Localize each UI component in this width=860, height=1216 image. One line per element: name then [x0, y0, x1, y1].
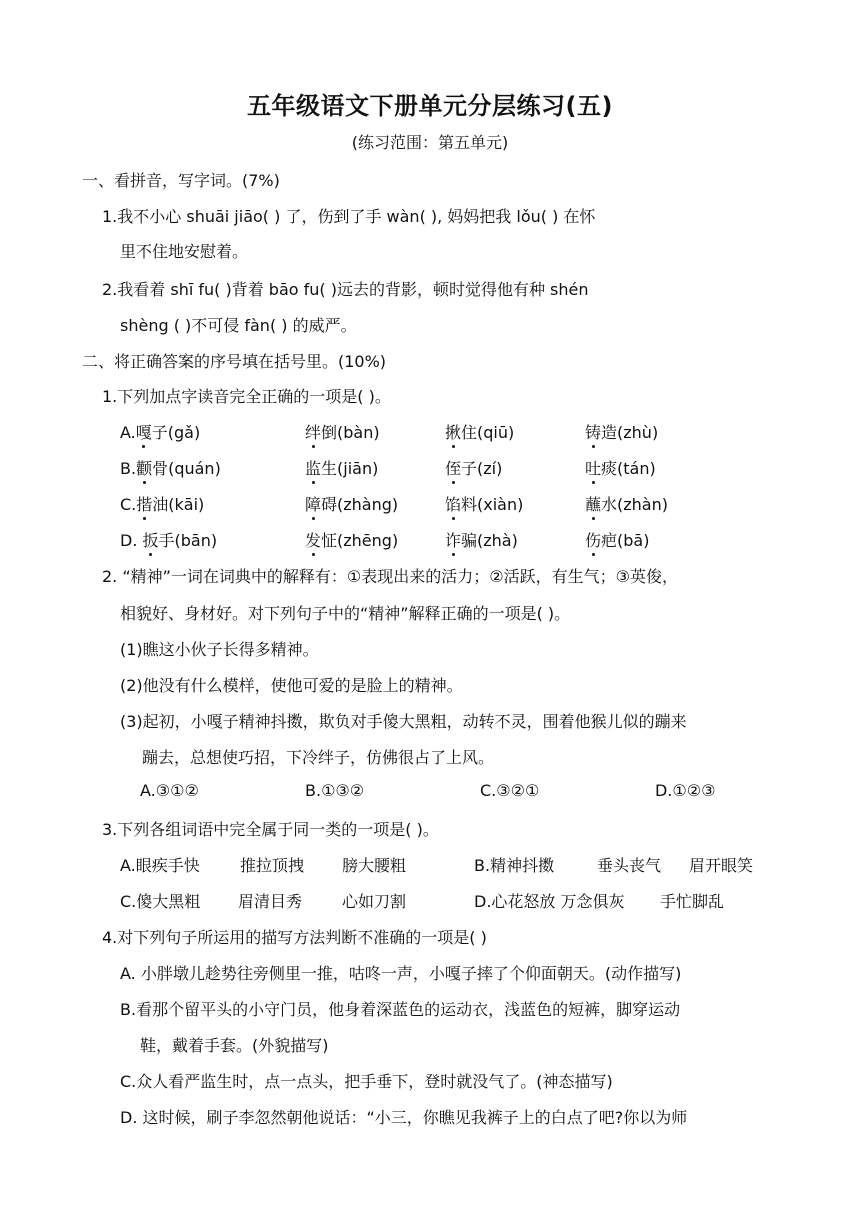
pinyin-reading: 痰(tán)	[601, 459, 656, 478]
dotted-character: 蘸	[585, 492, 601, 515]
s2-q3-r2-c2: 眉清目秀	[238, 892, 303, 911]
pinyin-reading: 生(jiān)	[321, 459, 379, 478]
dotted-character: 吐	[585, 456, 601, 479]
q1-option-label: C.	[120, 495, 137, 514]
s1-q2-line2: shèng ( )不可侵 fàn( ) 的威严。	[120, 316, 357, 335]
section2-heading: 二、将正确答案的序号填在括号里。(10%)	[82, 352, 387, 371]
dotted-character: 馅	[445, 492, 461, 515]
s2-q4-option-d: D. 这时候，刷子李忽然朝他说话：“小三，你瞧见我裤子上的白点了吧?你以为师	[120, 1108, 688, 1127]
q1-option-b-item-1	[120, 456, 221, 479]
q1-option-a-item-1	[120, 420, 200, 443]
s2-q3-r2-c5: 手忙脚乱	[660, 892, 725, 911]
dotted-character: 揪	[445, 420, 461, 443]
q1-option-label: D.	[120, 531, 143, 550]
s1-q1-line1: 1.我不小心 shuāi jiāo( ) 了，伤到了手 wàn( ), 妈妈把我 lǒu( ) 在怀	[102, 207, 596, 226]
s2-q3-r2-c1: C.傻大黑粗	[120, 892, 201, 911]
dotted-character: 伤	[585, 528, 601, 551]
pinyin-reading: 倒(bàn)	[321, 423, 380, 442]
s2-q4-option-a: A. 小胖墩儿趁势往旁侧里一推，咕咚一声，小嘎子摔了个仰面朝天。(动作描写)	[120, 964, 682, 983]
dotted-character: 绊	[305, 420, 321, 443]
s2-q3-r2-c4: D.心花怒放 万念俱灰	[474, 892, 625, 911]
section1-heading: 一、看拼音，写字词。(7%)	[82, 171, 280, 190]
q1-option-d-item-2	[305, 528, 398, 551]
s2-q3-stem: 3.下列各组词语中完全属于同一类的一项是( )。	[102, 820, 439, 839]
s2-q3-r1-c1: A.眼疾手快	[120, 856, 200, 875]
dotted-character: 侄	[445, 456, 461, 479]
q1-option-d-item-1	[120, 528, 217, 551]
pinyin-reading: 碍(zhàng)	[321, 495, 399, 514]
s2-q3-r2-c3: 心如刀割	[342, 892, 407, 911]
s2-q2-option-b: B.①③②	[305, 781, 365, 800]
s2-q2-sentence3-line1: (3)起初，小嘎子精神抖擞，欺负对手傻大黑粗，动转不灵，围着他猴儿似的蹦来	[120, 712, 687, 731]
pinyin-reading: 手(bān)	[158, 531, 218, 550]
pinyin-reading: 水(zhàn)	[601, 495, 668, 514]
dotted-character: 铸	[585, 420, 601, 443]
pinyin-reading: 造(zhù)	[601, 423, 659, 442]
dotted-character: 揩	[136, 492, 152, 515]
pinyin-reading: 油(kāi)	[152, 495, 205, 514]
s2-q2-sentence2: (2)他没有什么模样，使他可爱的是脸上的精神。	[120, 676, 463, 695]
pinyin-reading: 疤(bā)	[601, 531, 650, 550]
s2-q2-option-d: D.①②③	[655, 781, 716, 800]
q1-option-b-item-2	[305, 456, 378, 479]
pinyin-reading: 子(zí)	[461, 459, 503, 478]
dotted-character: 监	[305, 456, 321, 479]
s2-q2-sentence1: (1)瞧这小伙子长得多精神。	[120, 640, 319, 659]
s2-q2-stem-line1: 2. “精神”一词在词典中的解释有：①表现出来的活力；②活跃，有生气；③英俊，	[102, 567, 678, 586]
q1-option-a-item-4	[585, 420, 658, 443]
page-title: 五年级语文下册单元分层练习(五)	[247, 92, 613, 120]
s2-q4-stem: 4.对下列句子所运用的描写方法判断不准确的一项是( )	[102, 928, 487, 947]
dotted-character: 障	[305, 492, 321, 515]
s2-q2-option-a: A.③①②	[140, 781, 199, 800]
s1-q1-line2: 里不住地安慰着。	[120, 242, 249, 261]
pinyin-reading: 怔(zhēng)	[321, 531, 399, 550]
s2-q3-r1-c3: 膀大腰粗	[342, 856, 407, 875]
q1-option-label: B.	[120, 459, 137, 478]
pinyin-reading: 骨(quán)	[152, 459, 221, 478]
s2-q3-r1-c4: B.精神抖擞	[474, 856, 555, 875]
page-subtitle: (练习范围：第五单元)	[351, 133, 509, 152]
s2-q3-r1-c6: 眉开眼笑	[689, 856, 754, 875]
q1-option-b-item-4	[585, 456, 656, 479]
q1-option-a-item-3	[445, 420, 514, 443]
pinyin-reading: 骗(zhà)	[461, 531, 518, 550]
s2-q2-stem-line2: 相貌好、身材好。对下列句子中的“精神”解释正确的一项是( )。	[120, 604, 571, 623]
dotted-character: 发	[305, 528, 321, 551]
q1-option-c-item-3	[445, 492, 523, 515]
s2-q2-sentence3-line2: 蹦去，总想使巧招，下冷绊子，仿佛很占了上风。	[142, 748, 495, 767]
s2-q4-option-b-line2: 鞋，戴着手套。(外貌描写)	[140, 1036, 329, 1055]
dotted-character: 扳	[143, 528, 159, 551]
q1-option-d-item-3	[445, 528, 518, 551]
q1-option-c-item-4	[585, 492, 668, 515]
q1-option-label: A.	[120, 423, 136, 442]
q1-option-c-item-1	[120, 492, 204, 515]
s2-q3-r1-c5: 垂头丧气	[597, 856, 662, 875]
q1-option-c-item-2	[305, 492, 398, 515]
dotted-character: 颧	[136, 456, 152, 479]
s1-q2-line1: 2.我看着 shī fu( )背着 bāo fu( )远去的背影，顿时觉得他有种 shén	[102, 280, 589, 299]
pinyin-reading: 子(gǎ)	[151, 423, 201, 442]
s2-q4-option-c: C.众人看严监生时，点一点头，把手垂下，登时就没气了。(神态描写)	[120, 1072, 613, 1091]
dotted-character: 嘎	[136, 420, 152, 443]
s2-q4-option-b-line1: B.看那个留平头的小守门员，他身着深蓝色的运动衣，浅蓝色的短裤，脚穿运动	[120, 1000, 681, 1019]
dotted-character: 诈	[445, 528, 461, 551]
q1-option-a-item-2	[305, 420, 380, 443]
pinyin-reading: 料(xiàn)	[461, 495, 524, 514]
q1-option-b-item-3	[445, 456, 502, 479]
pinyin-reading: 住(qiū)	[461, 423, 515, 442]
s2-q1-stem: 1.下列加点字读音完全正确的一项是( )。	[102, 387, 391, 406]
s2-q2-option-c: C.③②①	[480, 781, 540, 800]
s2-q3-r1-c2: 推拉顶拽	[240, 856, 305, 875]
q1-option-d-item-4	[585, 528, 649, 551]
